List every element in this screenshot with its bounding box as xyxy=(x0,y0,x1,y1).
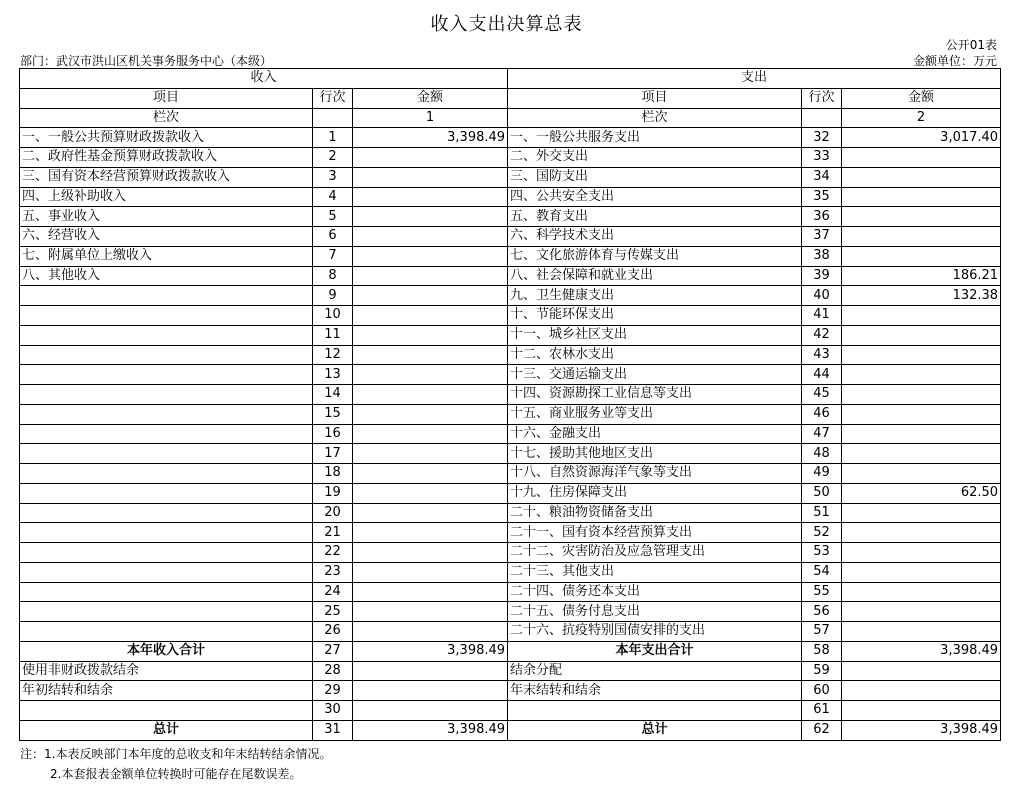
income-amount-header: 金额 xyxy=(353,88,508,108)
expense-item-cell: 二十二、灾害防治及应急管理支出 xyxy=(508,543,802,563)
income-rowno-cell: 18 xyxy=(313,464,353,484)
table-row xyxy=(20,286,1001,306)
table-row xyxy=(20,424,1001,444)
income-rowno-cell: 1 xyxy=(313,128,353,148)
header-row-columns xyxy=(20,88,1001,108)
expense-amount-cell xyxy=(842,464,1001,484)
income-rowno-cell: 4 xyxy=(313,187,353,207)
expense-item-cell: 十二、农林水支出 xyxy=(508,345,802,365)
table-row xyxy=(20,404,1001,424)
income-amount-cell xyxy=(353,404,508,424)
expense-rowno-cell: 49 xyxy=(802,464,842,484)
table-row xyxy=(20,246,1001,266)
expense-amount-cell xyxy=(842,523,1001,543)
table-row xyxy=(20,207,1001,227)
department-label: 部门：武汉市洪山区机关事务服务中心（本级） xyxy=(20,54,273,68)
income-item-cell: 使用非财政拨款结余 xyxy=(20,661,313,681)
expense-amount-cell xyxy=(842,661,1001,681)
expense-rowno-cell: 39 xyxy=(802,266,842,286)
income-rowno-cell: 11 xyxy=(313,325,353,345)
table-row xyxy=(20,483,1001,503)
income-amount-cell xyxy=(353,622,508,642)
expense-amount-cell xyxy=(842,404,1001,424)
income-amount-cell xyxy=(353,286,508,306)
income-amount-cell xyxy=(353,306,508,326)
header-row-section xyxy=(20,69,1001,89)
note-1: 注：1.本表反映部门本年度的总收支和年末结转结余情况。 xyxy=(20,747,332,761)
expense-item-cell: 结余分配 xyxy=(508,661,802,681)
income-amount-cell xyxy=(353,148,508,168)
expense-item-cell: 二、外交支出 xyxy=(508,148,802,168)
expense-rowno-cell: 36 xyxy=(802,207,842,227)
income-rowno-cell: 5 xyxy=(313,207,353,227)
expense-amount-cell xyxy=(842,306,1001,326)
income-rowno-cell: 17 xyxy=(313,444,353,464)
income-item-cell xyxy=(20,483,313,503)
income-item-cell: 四、上级补助收入 xyxy=(20,187,313,207)
expense-rowno-cell: 41 xyxy=(802,306,842,326)
expense-rowno-cell: 34 xyxy=(802,167,842,187)
table-row xyxy=(20,464,1001,484)
table-row xyxy=(20,148,1001,168)
income-item-cell xyxy=(20,582,313,602)
income-item-cell xyxy=(20,523,313,543)
table-row xyxy=(20,365,1001,385)
expense-amount-cell: 3,017.40 xyxy=(842,128,1001,148)
expense-amount-cell xyxy=(842,602,1001,622)
income-rowno-cell: 25 xyxy=(313,602,353,622)
expense-item-cell: 本年支出合计 xyxy=(508,641,802,661)
expense-item-cell: 十、节能环保支出 xyxy=(508,306,802,326)
expense-amount-cell xyxy=(842,148,1001,168)
expense-rowno-cell: 52 xyxy=(802,523,842,543)
income-rowno-cell: 28 xyxy=(313,661,353,681)
form-code: 公开01表 xyxy=(945,38,997,52)
header-row-column-index xyxy=(20,108,1001,128)
expense-rowno-cell: 50 xyxy=(802,483,842,503)
income-rowno-cell: 23 xyxy=(313,562,353,582)
expense-column-number: 2 xyxy=(842,108,1001,128)
notes xyxy=(20,744,331,784)
expense-rowno-cell: 32 xyxy=(802,128,842,148)
table-row xyxy=(20,641,1001,661)
expense-amount-header: 金额 xyxy=(842,88,1001,108)
table-row xyxy=(20,385,1001,405)
expense-item-cell: 二十六、抗疫特别国债安排的支出 xyxy=(508,622,802,642)
income-rowno-cell: 15 xyxy=(313,404,353,424)
expense-amount-cell xyxy=(842,503,1001,523)
income-item-cell: 总计 xyxy=(20,720,313,740)
table-row xyxy=(20,622,1001,642)
expense-amount-cell xyxy=(842,325,1001,345)
income-rowno-cell: 14 xyxy=(313,385,353,405)
table-row xyxy=(20,325,1001,345)
expense-amount-cell: 62.50 xyxy=(842,483,1001,503)
expense-item-cell: 八、社会保障和就业支出 xyxy=(508,266,802,286)
table-row xyxy=(20,523,1001,543)
income-item-cell: 一、一般公共预算财政拨款收入 xyxy=(20,128,313,148)
income-rowno-cell: 26 xyxy=(313,622,353,642)
table-row xyxy=(20,582,1001,602)
expense-rowno-cell: 55 xyxy=(802,582,842,602)
income-rowno-cell: 8 xyxy=(313,266,353,286)
expense-rowno-cell: 60 xyxy=(802,681,842,701)
income-item-cell xyxy=(20,602,313,622)
table-row xyxy=(20,661,1001,681)
income-amount-cell: 3,398.49 xyxy=(353,720,508,740)
income-item-cell xyxy=(20,464,313,484)
income-amount-cell xyxy=(353,187,508,207)
expense-item-cell: 六、科学技术支出 xyxy=(508,227,802,247)
expense-rowno-cell: 44 xyxy=(802,365,842,385)
expense-rowno-cell: 42 xyxy=(802,325,842,345)
expense-rowno-cell: 40 xyxy=(802,286,842,306)
expense-rowno-cell: 46 xyxy=(802,404,842,424)
expense-item-cell xyxy=(508,701,802,721)
expense-amount-cell xyxy=(842,622,1001,642)
table-row xyxy=(20,562,1001,582)
expense-amount-cell xyxy=(842,681,1001,701)
expense-amount-cell: 132.38 xyxy=(842,286,1001,306)
income-item-cell xyxy=(20,424,313,444)
income-amount-cell xyxy=(353,483,508,503)
expense-item-cell: 总计 xyxy=(508,720,802,740)
income-rowno-cell: 13 xyxy=(313,365,353,385)
expense-amount-cell xyxy=(842,246,1001,266)
expense-amount-cell xyxy=(842,582,1001,602)
income-amount-cell xyxy=(353,464,508,484)
income-amount-cell xyxy=(353,602,508,622)
expense-item-cell: 二十一、国有资本经营预算支出 xyxy=(508,523,802,543)
expense-amount-cell xyxy=(842,385,1001,405)
expense-rowno-cell: 53 xyxy=(802,543,842,563)
page-title: 收入支出决算总表 xyxy=(430,14,583,35)
expense-amount-cell xyxy=(842,227,1001,247)
table-row xyxy=(20,602,1001,622)
expense-item-cell: 二十五、债务付息支出 xyxy=(508,602,802,622)
income-amount-cell: 3,398.49 xyxy=(353,641,508,661)
table-row xyxy=(20,187,1001,207)
income-amount-cell xyxy=(353,207,508,227)
expense-rowno-cell: 35 xyxy=(802,187,842,207)
income-item-cell: 本年收入合计 xyxy=(20,641,313,661)
expense-item-cell: 二十三、其他支出 xyxy=(508,562,802,582)
income-item-cell xyxy=(20,562,313,582)
income-amount-cell xyxy=(353,345,508,365)
expense-rowno-cell: 61 xyxy=(802,701,842,721)
table-row xyxy=(20,227,1001,247)
income-item-cell xyxy=(20,286,313,306)
expense-rowno-cell: 51 xyxy=(802,503,842,523)
expense-item-cell: 十八、自然资源海洋气象等支出 xyxy=(508,464,802,484)
table-row xyxy=(20,167,1001,187)
table-row xyxy=(20,503,1001,523)
table-row xyxy=(20,701,1001,721)
note-2: 2.本套报表金额单位转换时可能存在尾数误差。 xyxy=(50,767,302,781)
income-item-cell xyxy=(20,325,313,345)
expense-item-header: 项目 xyxy=(508,88,802,108)
expense-item-cell: 十四、资源勘探工业信息等支出 xyxy=(508,385,802,405)
income-header: 收入 xyxy=(20,69,508,89)
income-rowno-cell: 24 xyxy=(313,582,353,602)
expense-item-cell: 十五、商业服务业等支出 xyxy=(508,404,802,424)
income-amount-cell xyxy=(353,444,508,464)
income-amount-cell xyxy=(353,661,508,681)
table-row xyxy=(20,444,1001,464)
table-row xyxy=(20,128,1001,148)
income-rowno-cell: 19 xyxy=(313,483,353,503)
expense-item-cell: 二十、粮油物资储备支出 xyxy=(508,503,802,523)
expense-rowno-cell: 37 xyxy=(802,227,842,247)
income-item-cell xyxy=(20,306,313,326)
income-amount-cell xyxy=(353,325,508,345)
expense-amount-cell xyxy=(842,444,1001,464)
income-item-cell xyxy=(20,385,313,405)
income-amount-cell xyxy=(353,523,508,543)
income-rowno-cell: 3 xyxy=(313,167,353,187)
expense-item-cell: 四、公共安全支出 xyxy=(508,187,802,207)
income-item-cell xyxy=(20,503,313,523)
income-item-cell: 八、其他收入 xyxy=(20,266,313,286)
expense-rowno-cell: 33 xyxy=(802,148,842,168)
expense-rowno-cell: 48 xyxy=(802,444,842,464)
income-rowno-cell: 20 xyxy=(313,503,353,523)
income-item-cell: 三、国有资本经营预算财政拨款收入 xyxy=(20,167,313,187)
expense-amount-cell: 186.21 xyxy=(842,266,1001,286)
income-item-cell: 七、附属单位上缴收入 xyxy=(20,246,313,266)
income-amount-cell xyxy=(353,582,508,602)
income-item-cell xyxy=(20,345,313,365)
income-item-cell xyxy=(20,543,313,563)
income-item-cell xyxy=(20,622,313,642)
expense-rowno-cell: 38 xyxy=(802,246,842,266)
income-item-cell: 六、经营收入 xyxy=(20,227,313,247)
income-amount-cell xyxy=(353,701,508,721)
income-rowno-cell: 29 xyxy=(313,681,353,701)
expense-rowno-cell: 54 xyxy=(802,562,842,582)
income-item-cell xyxy=(20,404,313,424)
table-row xyxy=(20,306,1001,326)
expense-header: 支出 xyxy=(508,69,1001,89)
income-rowno-cell: 22 xyxy=(313,543,353,563)
expense-rowno-cell: 45 xyxy=(802,385,842,405)
expense-item-cell: 年末结转和结余 xyxy=(508,681,802,701)
expense-item-cell: 十九、住房保障支出 xyxy=(508,483,802,503)
expense-rowno-cell: 62 xyxy=(802,720,842,740)
income-rowno-cell: 2 xyxy=(313,148,353,168)
expense-rowno-cell: 43 xyxy=(802,345,842,365)
income-amount-cell xyxy=(353,227,508,247)
expense-amount-cell xyxy=(842,701,1001,721)
income-item-cell xyxy=(20,701,313,721)
expense-item-cell: 十一、城乡社区支出 xyxy=(508,325,802,345)
expense-column-blank xyxy=(802,108,842,128)
expense-amount-cell: 3,398.49 xyxy=(842,720,1001,740)
expense-item-cell: 七、文化旅游体育与传媒支出 xyxy=(508,246,802,266)
expense-item-cell: 十三、交通运输支出 xyxy=(508,365,802,385)
income-amount-cell xyxy=(353,424,508,444)
income-rowno-cell: 10 xyxy=(313,306,353,326)
expense-amount-cell xyxy=(842,167,1001,187)
income-item-cell: 五、事业收入 xyxy=(20,207,313,227)
expense-rowno-cell: 47 xyxy=(802,424,842,444)
expense-item-cell: 二十四、债务还本支出 xyxy=(508,582,802,602)
table-row xyxy=(20,720,1001,740)
income-amount-cell xyxy=(353,503,508,523)
expense-item-cell: 九、卫生健康支出 xyxy=(508,286,802,306)
income-rowno-cell: 27 xyxy=(313,641,353,661)
expense-item-cell: 十七、援助其他地区支出 xyxy=(508,444,802,464)
income-amount-cell xyxy=(353,681,508,701)
expense-rowno-cell: 58 xyxy=(802,641,842,661)
expense-item-cell: 十六、金融支出 xyxy=(508,424,802,444)
expense-column-label: 栏次 xyxy=(508,108,802,128)
income-amount-cell xyxy=(353,266,508,286)
income-amount-cell xyxy=(353,167,508,187)
income-amount-cell: 3,398.49 xyxy=(353,128,508,148)
income-item-cell: 年初结转和结余 xyxy=(20,681,313,701)
expense-rowno-header: 行次 xyxy=(802,88,842,108)
income-expense-table xyxy=(19,68,1001,741)
income-rowno-cell: 31 xyxy=(313,720,353,740)
income-item-cell: 二、政府性基金预算财政拨款收入 xyxy=(20,148,313,168)
income-item-cell xyxy=(20,444,313,464)
expense-amount-cell xyxy=(842,187,1001,207)
income-amount-cell xyxy=(353,543,508,563)
income-column-number: 1 xyxy=(353,108,508,128)
table-row xyxy=(20,681,1001,701)
expense-rowno-cell: 56 xyxy=(802,602,842,622)
income-rowno-cell: 21 xyxy=(313,523,353,543)
expense-item-cell: 五、教育支出 xyxy=(508,207,802,227)
income-column-blank xyxy=(313,108,353,128)
income-rowno-cell: 7 xyxy=(313,246,353,266)
expense-amount-cell: 3,398.49 xyxy=(842,641,1001,661)
income-column-label: 栏次 xyxy=(20,108,313,128)
table-row xyxy=(20,266,1001,286)
expense-item-cell: 三、国防支出 xyxy=(508,167,802,187)
income-rowno-cell: 12 xyxy=(313,345,353,365)
table-row xyxy=(20,543,1001,563)
expense-rowno-cell: 59 xyxy=(802,661,842,681)
expense-rowno-cell: 57 xyxy=(802,622,842,642)
expense-amount-cell xyxy=(842,543,1001,563)
expense-item-cell: 一、一般公共服务支出 xyxy=(508,128,802,148)
unit-label: 金额单位：万元 xyxy=(912,54,997,68)
expense-amount-cell xyxy=(842,345,1001,365)
income-amount-cell xyxy=(353,365,508,385)
income-item-header: 项目 xyxy=(20,88,313,108)
income-rowno-cell: 6 xyxy=(313,227,353,247)
table-row xyxy=(20,345,1001,365)
expense-amount-cell xyxy=(842,424,1001,444)
income-rowno-header: 行次 xyxy=(313,88,353,108)
expense-amount-cell xyxy=(842,365,1001,385)
income-rowno-cell: 30 xyxy=(313,701,353,721)
expense-amount-cell xyxy=(842,562,1001,582)
income-amount-cell xyxy=(353,562,508,582)
income-amount-cell xyxy=(353,385,508,405)
income-rowno-cell: 16 xyxy=(313,424,353,444)
income-item-cell xyxy=(20,365,313,385)
income-amount-cell xyxy=(353,246,508,266)
income-rowno-cell: 9 xyxy=(313,286,353,306)
expense-amount-cell xyxy=(842,207,1001,227)
